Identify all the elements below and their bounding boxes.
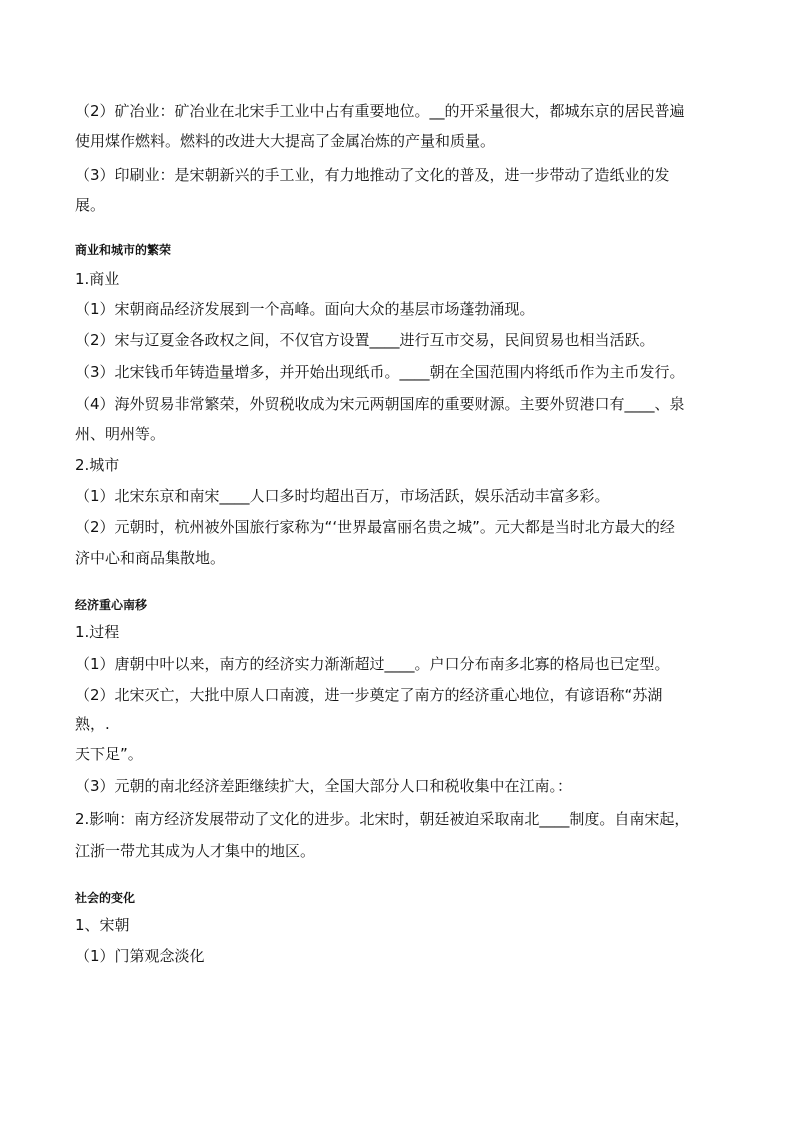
section-heading-society: 社会的变化 [75,891,136,905]
text-line-process-2: （2）北宋灭亡，大批中原人口南渡，进一步奠定了南方的经济重心地位，有谚语称“苏湖 [75,686,663,704]
subheading-city: 2.城市 [75,456,120,474]
text-line-influence-cont: 江浙一带尤其成为人才集中的地区。 [75,842,316,860]
text-line-printing-cont: 展。 [75,196,106,214]
text-line-process-2-cont-b: 天下足”。 [75,745,143,763]
text-line-mining: （2）矿冶业：矿冶业在北宋手工业中占有重要地位。__的开采量很大，都城东京的居民普遍 [75,102,685,120]
section-heading-economic-shift: 经济重心南移 [75,598,148,612]
subheading-process: 1.过程 [75,623,120,641]
text-line-commerce-2: （2）宋与辽夏金各政权之间，不仅官方设置____进行互市交易，民间贸易也相当活跃。 [75,331,655,349]
subheading-commerce: 1.商业 [75,270,120,288]
text-line-city-2-cont: 济中心和商品集散地。 [75,549,226,567]
text-line-city-1: （1）北宋东京和南宋____人口多时均超出百万，市场活跃，娱乐活动丰富多彩。 [75,487,610,505]
text-line-mining-cont: 使用煤作燃料。燃料的改进大大提高了金属冶炼的产量和质量。 [75,132,496,150]
text-line-process-1: （1）唐朝中叶以来，南方的经济实力渐渐超过____。户口分布南多北寡的格局也已定型。 [75,655,670,673]
text-line-commerce-4-cont: 州、明州等。 [75,425,166,443]
text-line-commerce-4: （4）海外贸易非常繁荣，外贸税收成为宋元两朝国库的重要财源。主要外贸港口有____、泉 [75,395,685,413]
section-heading-commerce: 商业和城市的繁荣 [75,243,172,257]
text-line-process-2-cont-a: 熟，. [75,715,110,733]
text-line-song-1: （1）门第观念淡化 [75,947,205,965]
text-line-influence: 2.影响：南方经济发展带动了文化的进步。北宋时，朝廷被迫采取南北____制度。自南宋起， [75,810,690,828]
text-line-process-3: （3）元朝的南北经济差距继续扩大，全国大部分人口和税收集中在江南。： [75,777,573,795]
text-line-city-2: （2）元朝时，杭州被外国旅行家称为“‘世界最富丽名贵之城”。元大都是当时北方最大的经 [75,518,675,536]
text-line-printing: （3）印刷业：是宋朝新兴的手工业，有力地推动了文化的普及，进一步带动了造纸业的发 [75,166,670,184]
text-line-commerce-1: （1）宋朝商品经济发展到一个高峰。面向大众的基层市场蓬勃涌现。 [75,300,535,318]
subheading-song: 1、宋朝 [75,916,130,934]
text-line-commerce-3: （3）北宋钱币年铸造量增多，并开始出现纸币。____朝在全国范围内将纸币作为主币发行。 [75,363,685,381]
